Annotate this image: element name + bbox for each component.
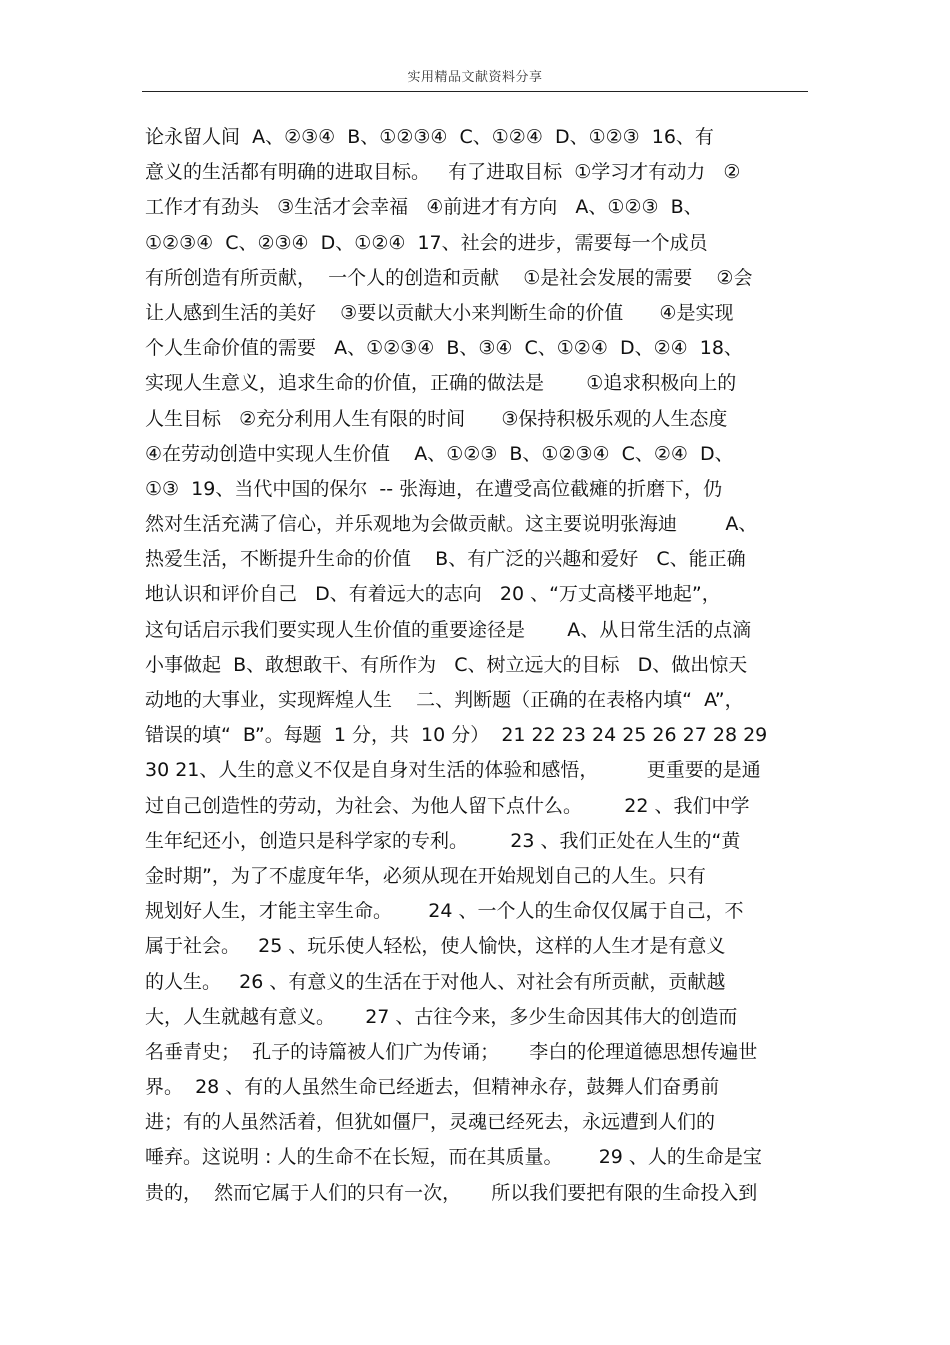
text-line: 意义的生活都有明确的进取目标。 有了进取目标 ①学习才有动力 ② <box>145 161 741 184</box>
text-line: 贵的， 然而它属于人们的只有一次， 所以我们要把有限的生命投入到 <box>145 1181 758 1204</box>
text-line: 金时期”，为了不虚度年华，必须从现在开始规划自己的人生。只有 <box>145 864 706 887</box>
text-line: 这句话启示我们要实现人生价值的重要途径是 A、从日常生活的点滴 <box>145 618 752 641</box>
text-line: ①②③④ C、②③④ D、①②④ 17、社会的进步，需要每一个成员 <box>145 231 708 254</box>
page-header: 实用精品文献资料分享 <box>407 70 543 85</box>
text-line: 属于社会。 25 、玩乐使人轻松，使人愉快，这样的人生才是有意义 <box>145 935 726 958</box>
text-line: 进；有的人虽然活着，但犹如僵尸，灵魂已经死去，永远遭到人们的 <box>145 1111 716 1134</box>
text-line: 论永留人间 A、②③④ B、①②③④ C、①②④ D、①②③ 16、有 <box>145 126 714 148</box>
text-line: ①③ 19、当代中国的保尔 -- 张海迪，在遭受高位截瘫的折磨下，仍 <box>145 477 723 500</box>
text-line: 工作才有劲头 ③生活才会幸福 ④前进才有方向 A、①②③ B、 <box>145 196 703 219</box>
text-line: 过自己创造性的劳动，为社会、为他人留下点什么。 22 、我们中学 <box>145 794 750 817</box>
text-line: 热爱生活，不断提升生命的价值 B、有广泛的兴趣和爱好 C、能正确 <box>145 548 746 571</box>
text-line: 错误的填“ B”。每题 1 分，共 10 分） 21 22 23 24 25 26 27 28 29 <box>145 724 768 747</box>
text-line: 小事做起 B、敢想敢干、有所作为 C、树立远大的目标 D、做出惊天 <box>145 653 748 676</box>
text-line: 30 21、人生的意义不仅是自身对生活的体验和感悟， 更重要的是通 <box>145 759 761 782</box>
text-line: 然对生活充满了信心，并乐观地为会做贡献。这主要说明张海迪 A、 <box>145 513 758 536</box>
text-line: 让人感到生活的美好 ③要以贡献大小来判断生命的价值 ④是实现 <box>145 301 734 324</box>
text-line: 大，人生就越有意义。 27 、古往今来，多少生命因其伟大的创造而 <box>145 1005 738 1028</box>
text-line: 规划好人生，才能主宰生命。 24 、一个人的生命仅仅属于自己，不 <box>145 900 744 923</box>
text-line: 地认识和评价自己 D、有着远大的志向 20 、“万丈高楼平地起”， <box>145 583 721 606</box>
text-line: 个人生命价值的需要 A、①②③④ B、③④ C、①②④ D、②④ 18、 <box>145 337 743 360</box>
text-line: ④在劳动创造中实现人生价值 A、①②③ B、①②③④ C、②④ D、 <box>145 442 734 465</box>
text-line: 的人生。 26 、有意义的生活在于对他人、对社会有所贡献，贡献越 <box>145 970 726 993</box>
text-line: 生年纪还小，创造只是科学家的专利。 23 、我们正处在人生的“黄 <box>145 829 741 852</box>
text-line: 人生目标 ②充分利用人生有限的时间 ③保持积极乐观的人生态度 <box>145 407 728 430</box>
text-line: 实现人生意义，追求生命的价值，正确的做法是 ①追求积极向上的 <box>145 372 737 395</box>
header-divider <box>142 91 808 92</box>
text-line: 名垂青史； 孔子的诗篇被人们广为传诵； 李白的伦理道德思想传遍世 <box>145 1040 758 1063</box>
text-line: 界。 28 、有的人虽然生命已经逝去，但精神永存，鼓舞人们奋勇前 <box>145 1076 720 1099</box>
text-line: 有所创造有所贡献， 一个人的创造和贡献 ①是社会发展的需要 ②会 <box>145 266 753 289</box>
document-body <box>145 120 810 1211</box>
text-line: 动地的大事业，实现辉煌人生 二、判断题（正确的在表格内填“ A”， <box>145 689 744 711</box>
text-line: 唾弃。这说明 : 人的生命不在长短，而在其质量。 29 、人的生命是宝 <box>145 1146 762 1169</box>
